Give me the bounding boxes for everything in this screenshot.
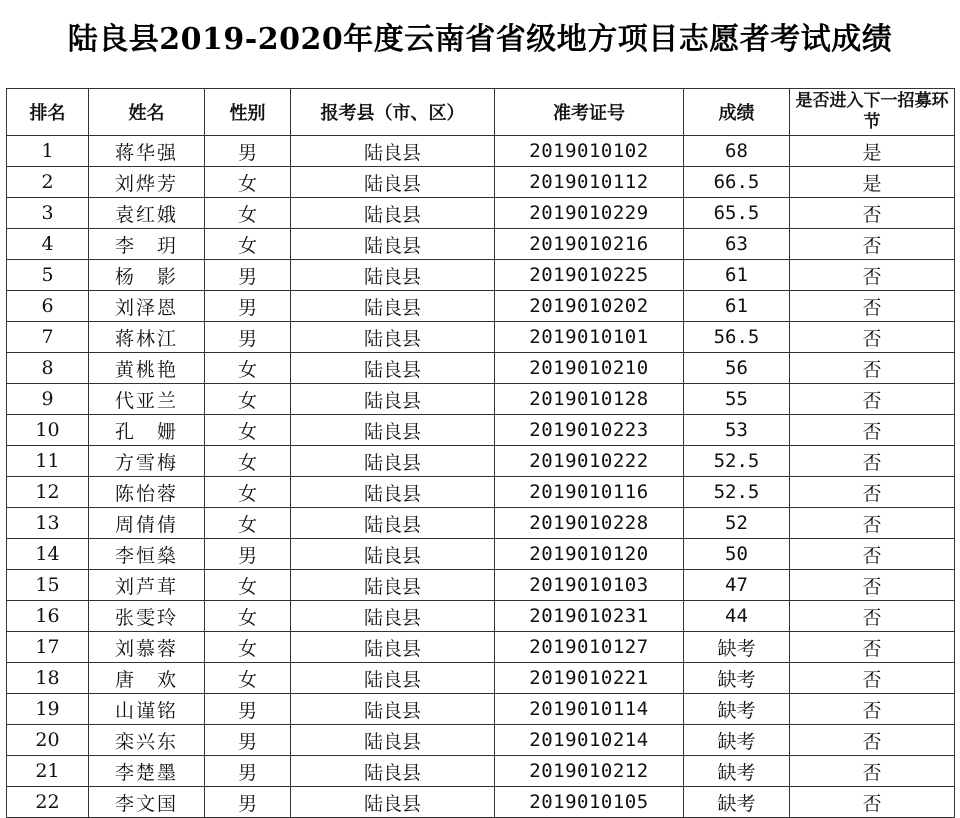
- exam-id-cell: 2019010114: [495, 694, 684, 725]
- table-header-row: [7, 89, 955, 136]
- score-cell: 56: [684, 353, 790, 384]
- table-row: [7, 632, 955, 663]
- rank-cell: 9: [7, 384, 89, 415]
- rank-cell: 5: [7, 260, 89, 291]
- exam-id-cell: 2019010223: [495, 415, 684, 446]
- county-cell: 陆良县: [291, 694, 495, 725]
- rank-cell: 13: [7, 508, 89, 539]
- header-rank: 排名: [7, 89, 89, 136]
- gender-cell: 女: [205, 570, 291, 601]
- name-cell: 代亚兰: [89, 384, 205, 415]
- rank-cell: 12: [7, 477, 89, 508]
- score-cell: 缺考: [684, 694, 790, 725]
- table-row: [7, 539, 955, 570]
- gender-cell: 男: [205, 322, 291, 353]
- county-cell: 陆良县: [291, 539, 495, 570]
- table-row: [7, 322, 955, 353]
- score-cell: 47: [684, 570, 790, 601]
- score-cell: 53: [684, 415, 790, 446]
- name-cell: 周倩倩: [89, 508, 205, 539]
- table-row: [7, 756, 955, 787]
- gender-cell: 男: [205, 787, 291, 818]
- name-cell: 栾兴东: [89, 725, 205, 756]
- exam-id-cell: 2019010222: [495, 446, 684, 477]
- name-cell: 蒋华强: [89, 136, 205, 167]
- county-cell: 陆良县: [291, 756, 495, 787]
- header-score: 成绩: [684, 89, 790, 136]
- rank-cell: 21: [7, 756, 89, 787]
- exam-id-cell: 2019010221: [495, 663, 684, 694]
- score-cell: 缺考: [684, 632, 790, 663]
- rank-cell: 11: [7, 446, 89, 477]
- county-cell: 陆良县: [291, 260, 495, 291]
- table-row: [7, 725, 955, 756]
- exam-id-cell: 2019010103: [495, 570, 684, 601]
- advance-cell: 否: [790, 756, 955, 787]
- county-cell: 陆良县: [291, 291, 495, 322]
- county-cell: 陆良县: [291, 229, 495, 260]
- table-row: [7, 787, 955, 818]
- gender-cell: 男: [205, 756, 291, 787]
- gender-cell: 男: [205, 136, 291, 167]
- table-row: [7, 291, 955, 322]
- exam-id-cell: 2019010101: [495, 322, 684, 353]
- score-cell: 缺考: [684, 663, 790, 694]
- results-table: [6, 88, 955, 818]
- county-cell: 陆良县: [291, 167, 495, 198]
- rank-cell: 18: [7, 663, 89, 694]
- gender-cell: 女: [205, 508, 291, 539]
- county-cell: 陆良县: [291, 632, 495, 663]
- header-name: 姓名: [89, 89, 205, 136]
- name-cell: 黄桃艳: [89, 353, 205, 384]
- advance-cell: 否: [790, 198, 955, 229]
- score-cell: 缺考: [684, 756, 790, 787]
- name-cell: 陈怡蓉: [89, 477, 205, 508]
- county-cell: 陆良县: [291, 601, 495, 632]
- name-cell: 张雯玲: [89, 601, 205, 632]
- county-cell: 陆良县: [291, 322, 495, 353]
- table-row: [7, 198, 955, 229]
- name-cell: 袁红娥: [89, 198, 205, 229]
- score-cell: 44: [684, 601, 790, 632]
- advance-cell: 是: [790, 167, 955, 198]
- advance-cell: 否: [790, 353, 955, 384]
- score-cell: 缺考: [684, 725, 790, 756]
- name-cell: 方雪梅: [89, 446, 205, 477]
- gender-cell: 女: [205, 477, 291, 508]
- name-cell: 蒋林江: [89, 322, 205, 353]
- exam-id-cell: 2019010210: [495, 353, 684, 384]
- score-cell: 55: [684, 384, 790, 415]
- name-cell: 唐 欢: [89, 663, 205, 694]
- table-row: [7, 601, 955, 632]
- exam-id-cell: 2019010216: [495, 229, 684, 260]
- gender-cell: 男: [205, 291, 291, 322]
- advance-cell: 否: [790, 229, 955, 260]
- name-cell: 李文国: [89, 787, 205, 818]
- exam-id-cell: 2019010229: [495, 198, 684, 229]
- county-cell: 陆良县: [291, 384, 495, 415]
- gender-cell: 男: [205, 725, 291, 756]
- exam-id-cell: 2019010225: [495, 260, 684, 291]
- gender-cell: 女: [205, 446, 291, 477]
- exam-id-cell: 2019010127: [495, 632, 684, 663]
- table-row: [7, 477, 955, 508]
- gender-cell: 女: [205, 663, 291, 694]
- advance-cell: 否: [790, 539, 955, 570]
- exam-id-cell: 2019010212: [495, 756, 684, 787]
- county-cell: 陆良县: [291, 136, 495, 167]
- advance-cell: 否: [790, 446, 955, 477]
- score-cell: 61: [684, 260, 790, 291]
- county-cell: 陆良县: [291, 477, 495, 508]
- advance-cell: 否: [790, 477, 955, 508]
- rank-cell: 17: [7, 632, 89, 663]
- gender-cell: 女: [205, 198, 291, 229]
- score-cell: 68: [684, 136, 790, 167]
- exam-id-cell: 2019010214: [495, 725, 684, 756]
- exam-id-cell: 2019010116: [495, 477, 684, 508]
- rank-cell: 14: [7, 539, 89, 570]
- advance-cell: 否: [790, 570, 955, 601]
- header-gender: 性别: [205, 89, 291, 136]
- advance-cell: 否: [790, 384, 955, 415]
- page-title: 陆良县2019-2020年度云南省省级地方项目志愿者考试成绩: [67, 22, 893, 57]
- exam-id-cell: 2019010120: [495, 539, 684, 570]
- gender-cell: 男: [205, 694, 291, 725]
- gender-cell: 男: [205, 539, 291, 570]
- rank-cell: 8: [7, 353, 89, 384]
- score-cell: 63: [684, 229, 790, 260]
- exam-id-cell: 2019010228: [495, 508, 684, 539]
- rank-cell: 7: [7, 322, 89, 353]
- advance-cell: 否: [790, 725, 955, 756]
- header-advance: 是否进入下一招募环节: [790, 89, 955, 136]
- name-cell: 刘慕蓉: [89, 632, 205, 663]
- name-cell: 李恒燊: [89, 539, 205, 570]
- gender-cell: 女: [205, 632, 291, 663]
- advance-cell: 否: [790, 601, 955, 632]
- rank-cell: 10: [7, 415, 89, 446]
- advance-cell: 否: [790, 663, 955, 694]
- rank-cell: 20: [7, 725, 89, 756]
- rank-cell: 3: [7, 198, 89, 229]
- score-cell: 缺考: [684, 787, 790, 818]
- name-cell: 刘泽恩: [89, 291, 205, 322]
- gender-cell: 女: [205, 167, 291, 198]
- table-row: [7, 229, 955, 260]
- table-row: [7, 663, 955, 694]
- table-row: [7, 136, 955, 167]
- table-row: [7, 353, 955, 384]
- name-cell: 刘芦茸: [89, 570, 205, 601]
- advance-cell: 否: [790, 694, 955, 725]
- score-cell: 65.5: [684, 198, 790, 229]
- exam-id-cell: 2019010231: [495, 601, 684, 632]
- advance-cell: 否: [790, 322, 955, 353]
- advance-cell: 是: [790, 136, 955, 167]
- gender-cell: 男: [205, 260, 291, 291]
- county-cell: 陆良县: [291, 663, 495, 694]
- county-cell: 陆良县: [291, 725, 495, 756]
- score-cell: 52: [684, 508, 790, 539]
- rank-cell: 15: [7, 570, 89, 601]
- rank-cell: 4: [7, 229, 89, 260]
- table-row: [7, 415, 955, 446]
- gender-cell: 女: [205, 415, 291, 446]
- header-exam-id: 准考证号: [495, 89, 684, 136]
- table-row: [7, 260, 955, 291]
- score-cell: 52.5: [684, 477, 790, 508]
- table-row: [7, 570, 955, 601]
- county-cell: 陆良县: [291, 446, 495, 477]
- gender-cell: 女: [205, 601, 291, 632]
- exam-id-cell: 2019010112: [495, 167, 684, 198]
- exam-id-cell: 2019010105: [495, 787, 684, 818]
- table-row: [7, 446, 955, 477]
- rank-cell: 2: [7, 167, 89, 198]
- county-cell: 陆良县: [291, 508, 495, 539]
- county-cell: 陆良县: [291, 353, 495, 384]
- county-cell: 陆良县: [291, 415, 495, 446]
- name-cell: 杨 影: [89, 260, 205, 291]
- advance-cell: 否: [790, 415, 955, 446]
- rank-cell: 19: [7, 694, 89, 725]
- county-cell: 陆良县: [291, 787, 495, 818]
- exam-id-cell: 2019010202: [495, 291, 684, 322]
- gender-cell: 女: [205, 353, 291, 384]
- score-cell: 66.5: [684, 167, 790, 198]
- exam-id-cell: 2019010128: [495, 384, 684, 415]
- name-cell: 山谨铭: [89, 694, 205, 725]
- name-cell: 孔 姗: [89, 415, 205, 446]
- table-row: [7, 694, 955, 725]
- name-cell: 刘烨芳: [89, 167, 205, 198]
- name-cell: 李 玥: [89, 229, 205, 260]
- table-row: [7, 167, 955, 198]
- name-cell: 李楚墨: [89, 756, 205, 787]
- county-cell: 陆良县: [291, 570, 495, 601]
- score-cell: 52.5: [684, 446, 790, 477]
- advance-cell: 否: [790, 787, 955, 818]
- score-cell: 56.5: [684, 322, 790, 353]
- table-body: [7, 136, 955, 818]
- table-row: [7, 384, 955, 415]
- rank-cell: 16: [7, 601, 89, 632]
- advance-cell: 否: [790, 508, 955, 539]
- advance-cell: 否: [790, 632, 955, 663]
- score-cell: 50: [684, 539, 790, 570]
- advance-cell: 否: [790, 260, 955, 291]
- rank-cell: 6: [7, 291, 89, 322]
- gender-cell: 女: [205, 384, 291, 415]
- table-row: [7, 508, 955, 539]
- county-cell: 陆良县: [291, 198, 495, 229]
- advance-cell: 否: [790, 291, 955, 322]
- exam-id-cell: 2019010102: [495, 136, 684, 167]
- rank-cell: 22: [7, 787, 89, 818]
- score-cell: 61: [684, 291, 790, 322]
- rank-cell: 1: [7, 136, 89, 167]
- gender-cell: 女: [205, 229, 291, 260]
- header-county: 报考县（市、区）: [291, 89, 495, 136]
